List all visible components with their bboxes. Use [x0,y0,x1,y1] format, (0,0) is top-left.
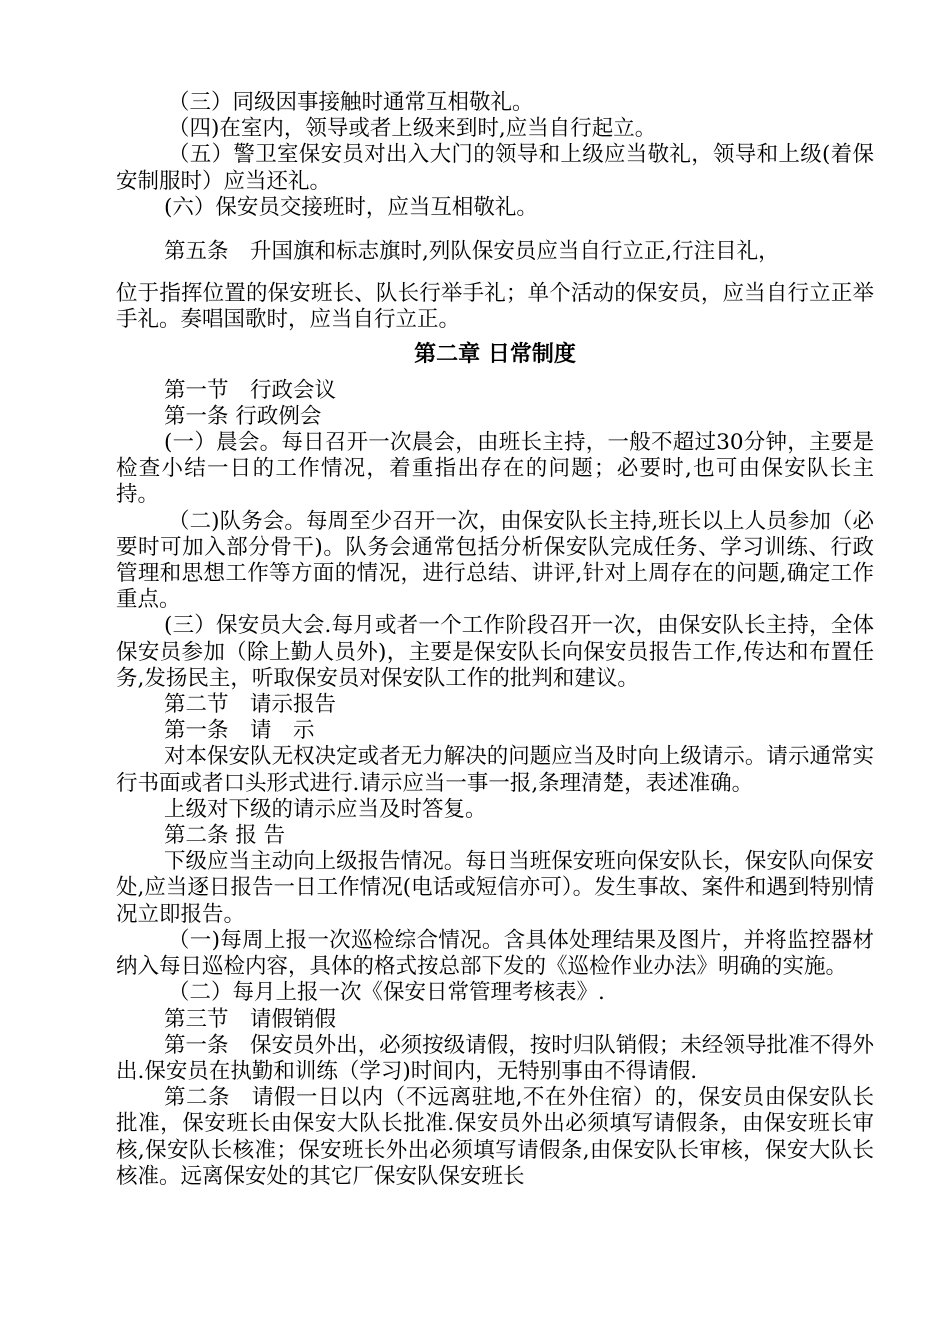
weekly-report-paragraph: （一)每周上报一次巡检综合情况。含具体处理结果及图片，并将监控器材纳入每日巡检内容，具体的格式按总部下发的《巡检作业办法》明确的实施。 [116,927,874,980]
section-2-heading: 第二节 请示报告 [164,692,337,718]
leave-article-1-paragraph: 第一条 保安员外出，必须按级请假，按时归队销假；未经领导批准不得外出.保安员在执勤和训练（学习)时间内，无特别事由不得请假. [116,1032,874,1084]
paragraph-5-guard-room: （五）警卫室保安员对出入大门的领导和上级应当敬礼，领导和上级(着保安制服时）应当还礼。 [116,142,874,194]
report-paragraph: 下级应当主动向上级报告情况。每日当班保安班向保安队长，保安队向保安处,应当逐日报告一日工作情况(电话或短信亦可）。发生事故、案件和遇到特别情况立即报告。 [116,849,874,927]
paragraph-6-shift-change: (六）保安员交接班时，应当互相敬礼。 [164,194,538,220]
morning-meeting-paragraph: (一）晨会。每日召开一次晨会，由班长主持，一般不超过30分钟，主要是检查小结一日的工作情况，着重指出存在的问题；必要时,也可由保安队长主持。 [116,430,874,508]
section-1-heading: 第一节 行政会议 [164,377,337,403]
monthly-report-paragraph: （二）每月上报一次《保安日常管理考核表》. [168,980,605,1006]
article-1-request-heading: 第一条 请 示 [164,718,315,744]
reply-paragraph: 上级对下级的请示应当及时答复。 [164,796,487,822]
general-assembly-paragraph: (三）保安员大会.每月或者一个工作阶段召开一次，由保安队长主持，全体保安员参加（除上勤人员外)，主要是保安队长向保安员报告工作,传达和布置任务,发扬民主，听取保安员对保安队工作的批判和建议。 [116,613,874,691]
paragraph-4-indoor: （四)在室内，领导或者上级来到时,应当自行起立。 [168,116,657,142]
team-meeting-paragraph: （二)队务会。每周至少召开一次，由保安队长主持,班长以上人员参加（必要时可加入部分骨干)。队务会通常包括分析保安队完成任务、学习训练、行政管理和思想工作等方面的情况，进行总结、讲评,针对上周存在的问题,确定工作重点。 [116,508,874,613]
article-5-flag-raising: 第五条 升国旗和标志旗时,列队保安员应当自行立正,行注目礼， [164,239,780,265]
document-page [116,90,874,1190]
paragraph-3-same-level: （三）同级因事接触时通常互相敬礼。 [168,90,534,115]
article-2-report-heading: 第二条 报 告 [164,823,286,849]
article-1-heading: 第一条 行政例会 [164,403,322,429]
article-5-continued: 位于指挥位置的保安班长、队长行举手礼；单个活动的保安员，应当自行立正举手礼。奏唱国歌时，应当自行立正。 [116,281,874,333]
chapter-title: 第二章 日常制度 [414,341,576,367]
request-paragraph: 对本保安队无权决定或者无力解决的问题应当及时向上级请示。请示通常实行书面或者口头形式进行.请示应当一事一报,条理清楚，表述准确。 [116,744,874,796]
section-3-heading: 第三节 请假销假 [164,1006,337,1032]
leave-article-2-paragraph: 第二条 请假一日以内（不远离驻地,不在外住宿）的，保安员由保安队长批准，保安班长由保安大队长批准.保安员外出必须填写请假条，由保安班长审核,保安队长核准；保安班长外出必须填写请假条,由保安队长审核，保安大队长核准。远离保安处的其它厂保安队保安班长 [116,1085,874,1189]
